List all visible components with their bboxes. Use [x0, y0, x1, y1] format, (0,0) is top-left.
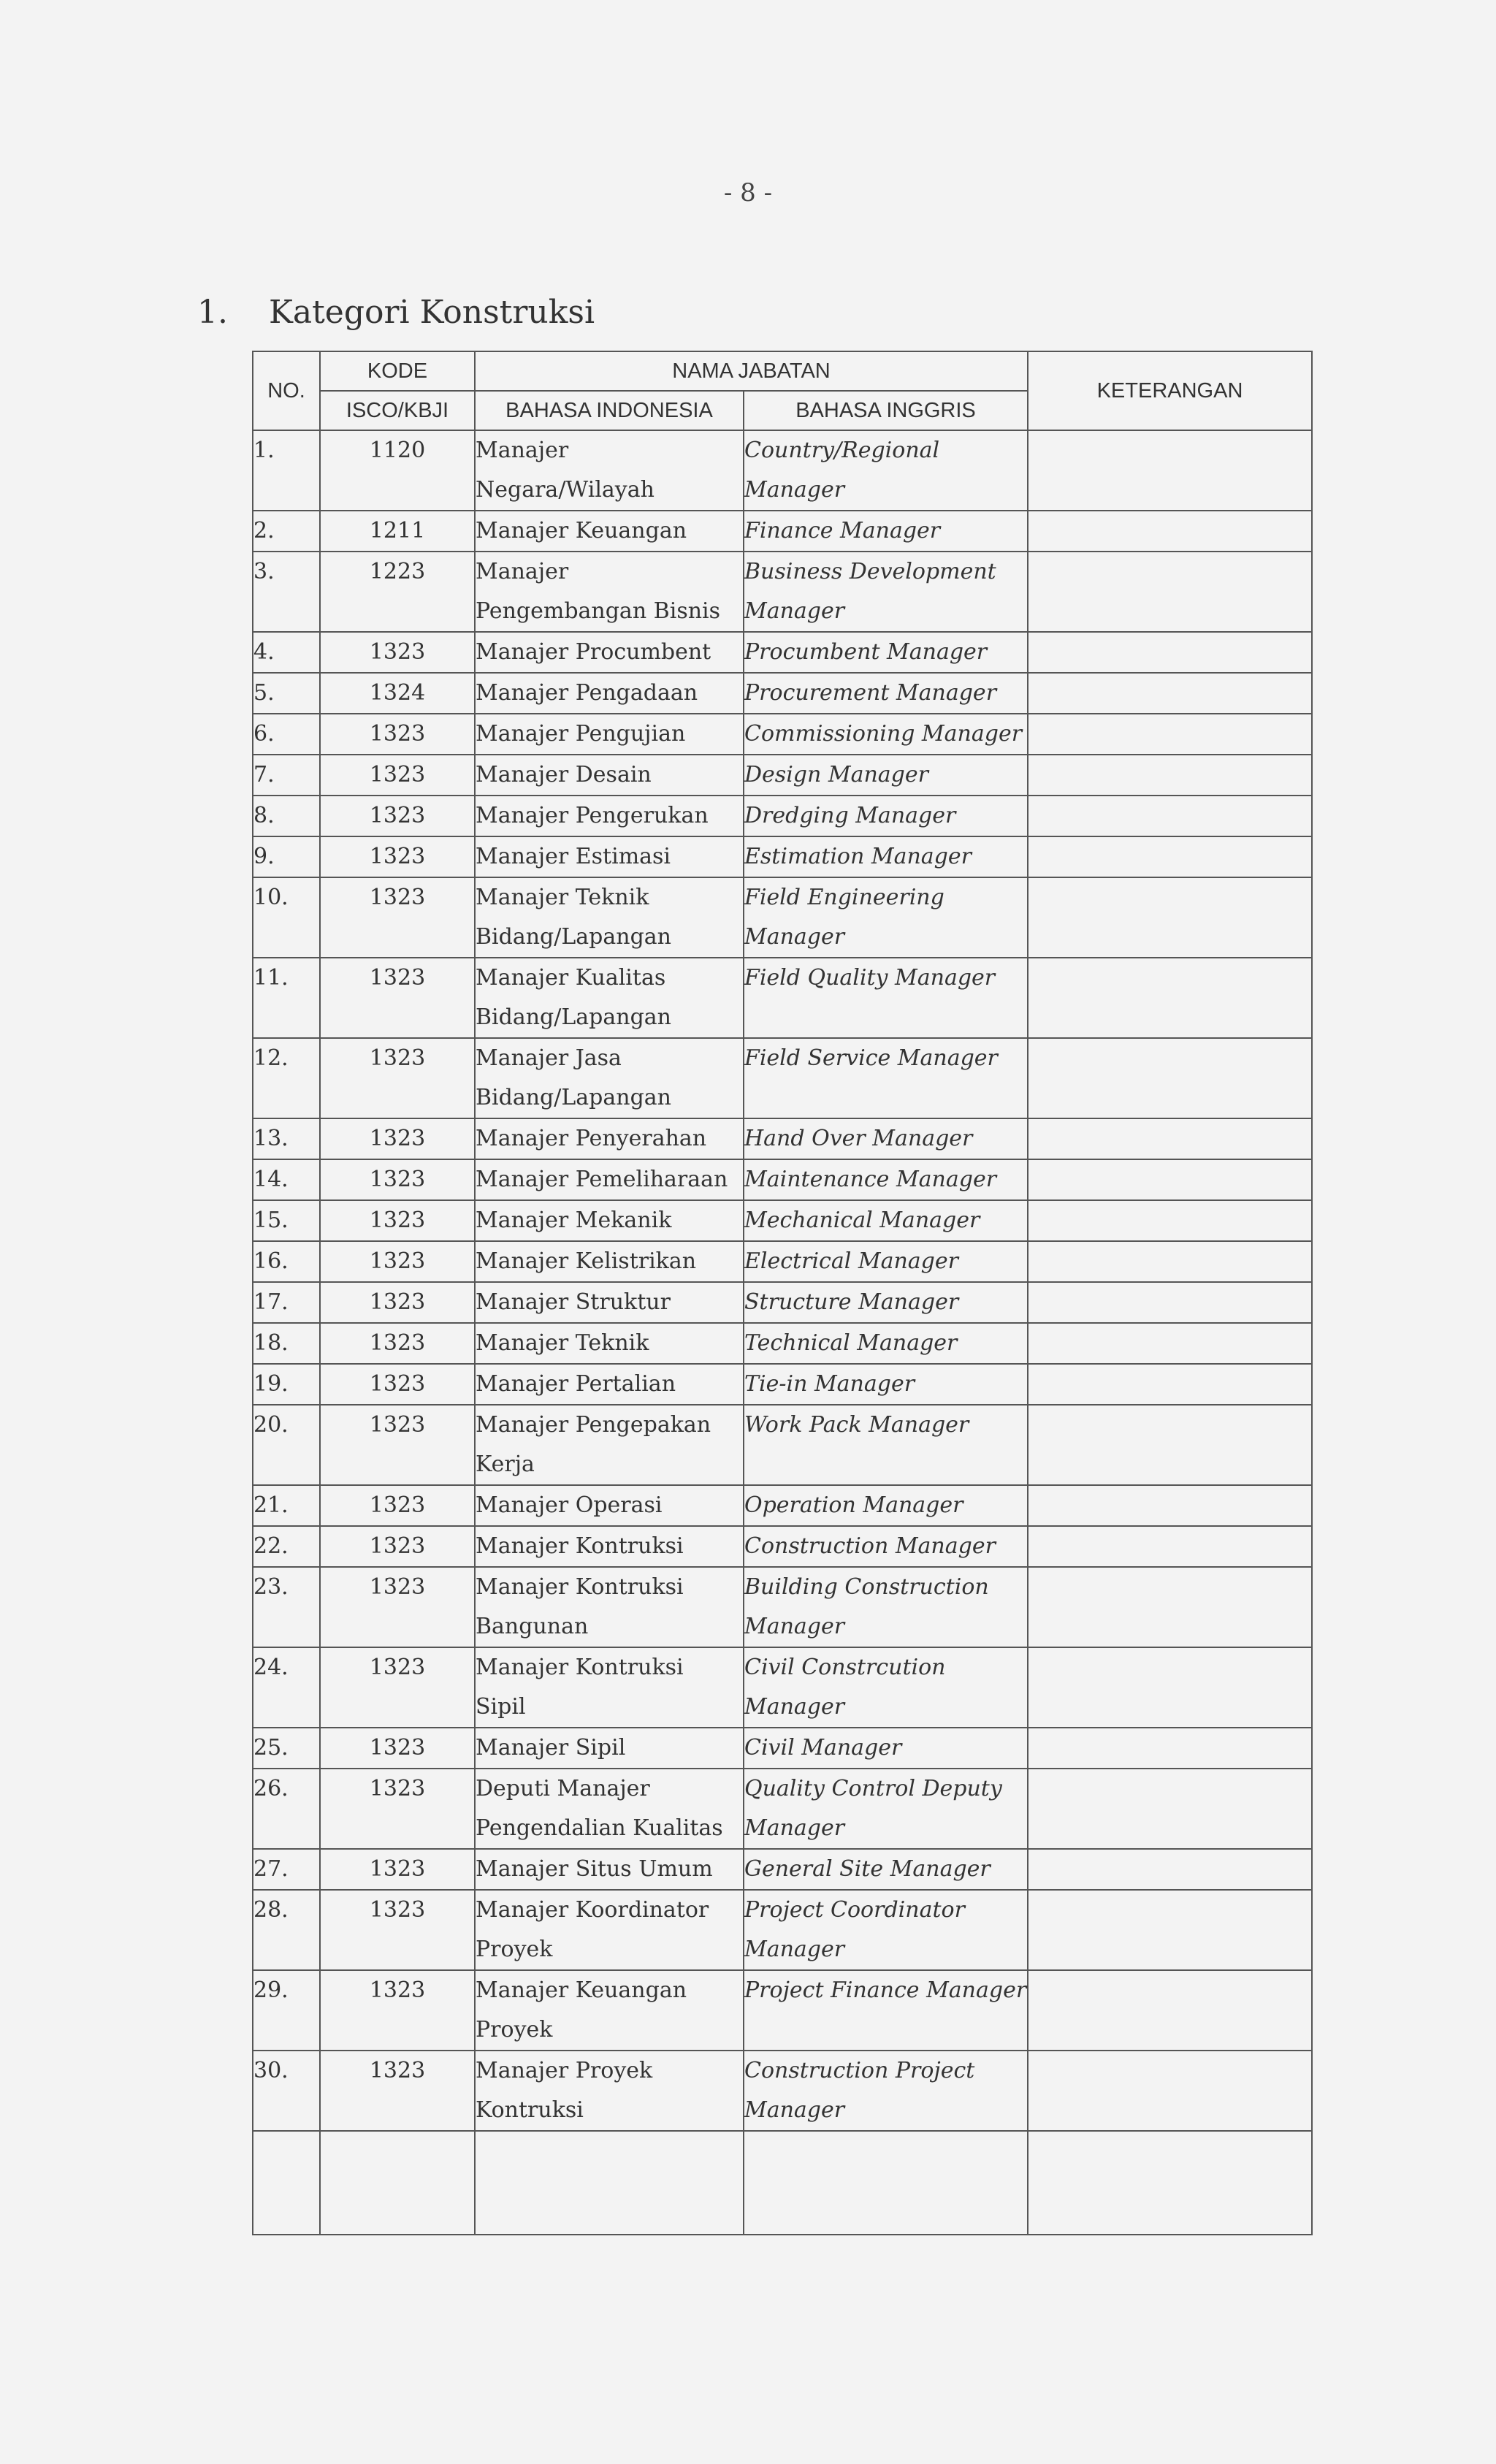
row-number: 26. [253, 1769, 320, 1849]
row-number: 16. [253, 1241, 320, 1282]
row-code: 1211 [320, 511, 475, 552]
row-title-indonesian [475, 877, 744, 958]
title-indonesian-line: Manajer Teknik [476, 1330, 649, 1356]
row-code: 1323 [320, 796, 475, 836]
row-title-indonesian [475, 1323, 744, 1364]
table-row [253, 632, 1312, 673]
table-row [253, 796, 1312, 836]
table-row [253, 1405, 1312, 1485]
title-indonesian-line: Sipil [476, 1694, 526, 1720]
row-remarks [1028, 1241, 1312, 1282]
title-english-line: Estimation Manager [744, 844, 972, 869]
table-row [253, 1323, 1312, 1364]
row-number: 18. [253, 1323, 320, 1364]
table-row [253, 836, 1312, 877]
table-row [253, 1241, 1312, 1282]
row-number: 1. [253, 430, 320, 511]
row-remarks [1028, 796, 1312, 836]
row-remarks [1028, 1405, 1312, 1485]
title-indonesian-line: Manajer Teknik [476, 885, 649, 910]
row-title-english [744, 1728, 1028, 1769]
title-indonesian-line: Manajer Operasi [476, 1492, 663, 1518]
title-indonesian-line: Manajer Situs Umum [476, 1856, 713, 1882]
title-indonesian-line: Manajer [476, 438, 569, 463]
row-number: 7. [253, 755, 320, 796]
table-row [253, 1038, 1312, 1118]
row-title-indonesian [475, 1526, 744, 1567]
row-code: 1323 [320, 1405, 475, 1485]
row-title-indonesian [475, 632, 744, 673]
row-remarks [1028, 1038, 1312, 1118]
row-number: 2. [253, 511, 320, 552]
row-number: 27. [253, 1849, 320, 1890]
row-number: 24. [253, 1647, 320, 1728]
row-number: 28. [253, 1890, 320, 1970]
header-bahasa-indonesia: BAHASA INDONESIA [475, 391, 744, 430]
row-number: 25. [253, 1728, 320, 1769]
row-title-english [744, 714, 1028, 755]
row-title-indonesian [475, 1647, 744, 1728]
row-code: 1323 [320, 1159, 475, 1200]
section-number: 1. [197, 294, 228, 331]
row-number: 5. [253, 673, 320, 714]
title-english-line: Building Construction [744, 1574, 989, 1600]
row-code: 1323 [320, 1485, 475, 1526]
row-code: 1323 [320, 1567, 475, 1647]
title-english-line: Field Quality Manager [744, 965, 996, 991]
row-title-english [744, 1118, 1028, 1159]
title-indonesian-line: Manajer [476, 559, 569, 584]
row-title-english [744, 2051, 1028, 2131]
row-title-english [744, 1970, 1028, 2051]
row-title-indonesian [475, 714, 744, 755]
table-row [253, 1118, 1312, 1159]
row-number: 14. [253, 1159, 320, 1200]
row-code: 1323 [320, 1364, 475, 1405]
table-row [253, 714, 1312, 755]
row-title-english [744, 958, 1028, 1038]
row-title-english [744, 796, 1028, 836]
title-english-line: Manager [744, 2097, 845, 2123]
row-number: 4. [253, 632, 320, 673]
title-english-line: Design Manager [744, 762, 928, 787]
title-indonesian-line: Bidang/Lapangan [476, 924, 671, 950]
table-row [253, 1970, 1312, 2051]
row-title-english [744, 430, 1028, 511]
title-english-line: Field Service Manager [744, 1045, 998, 1071]
row-remarks [1028, 1118, 1312, 1159]
title-english-line: Tie-in Manager [744, 1371, 915, 1397]
title-indonesian-line: Manajer Mekanik [476, 1208, 672, 1233]
row-remarks [1028, 1728, 1312, 1769]
title-indonesian-line: Manajer Pertalian [476, 1371, 676, 1397]
row-title-indonesian [475, 1728, 744, 1769]
row-code: 1323 [320, 1282, 475, 1323]
title-indonesian-line: Manajer Penyerahan [476, 1126, 707, 1151]
job-title-table [252, 351, 1313, 2235]
row-title-english [744, 1038, 1028, 1118]
title-english-line: Manager [744, 1937, 845, 1962]
row-remarks [1028, 1890, 1312, 1970]
row-number: 20. [253, 1405, 320, 1485]
empty-cell [744, 2131, 1028, 2235]
row-code: 1323 [320, 1241, 475, 1282]
row-code: 1323 [320, 755, 475, 796]
row-code: 1323 [320, 1038, 475, 1118]
title-indonesian-line: Manajer Kontruksi [476, 1533, 684, 1559]
row-title-indonesian [475, 552, 744, 632]
row-title-english [744, 877, 1028, 958]
row-title-indonesian [475, 958, 744, 1038]
title-indonesian-line: Bidang/Lapangan [476, 1085, 671, 1110]
row-title-english [744, 1200, 1028, 1241]
title-indonesian-line: Manajer Kontruksi [476, 1574, 684, 1600]
row-title-english [744, 1364, 1028, 1405]
title-indonesian-line: Manajer Pengerukan [476, 803, 709, 828]
title-english-line: Hand Over Manager [744, 1126, 973, 1151]
row-remarks [1028, 1567, 1312, 1647]
row-remarks [1028, 714, 1312, 755]
row-number: 30. [253, 2051, 320, 2131]
table-row [253, 1282, 1312, 1323]
header-bahasa-inggris: BAHASA INGGRIS [744, 391, 1028, 430]
title-english-line: Operation Manager [744, 1492, 963, 1518]
row-code: 1323 [320, 958, 475, 1038]
row-code: 1323 [320, 1849, 475, 1890]
row-title-english [744, 673, 1028, 714]
row-title-indonesian [475, 755, 744, 796]
row-title-indonesian [475, 511, 744, 552]
table-row [253, 1526, 1312, 1567]
table-row [253, 1849, 1312, 1890]
row-title-indonesian [475, 1118, 744, 1159]
row-remarks [1028, 958, 1312, 1038]
table-row [253, 1769, 1312, 1849]
row-title-english [744, 755, 1028, 796]
row-title-english [744, 1405, 1028, 1485]
row-remarks [1028, 511, 1312, 552]
table-row [253, 673, 1312, 714]
row-code: 1324 [320, 673, 475, 714]
row-remarks [1028, 1323, 1312, 1364]
title-english-line: Technical Manager [744, 1330, 958, 1356]
row-remarks [1028, 1200, 1312, 1241]
row-remarks [1028, 1526, 1312, 1567]
row-title-indonesian [475, 1769, 744, 1849]
title-english-line: Business Development [744, 559, 996, 584]
title-indonesian-line: Manajer Jasa [476, 1045, 622, 1071]
row-remarks [1028, 1364, 1312, 1405]
row-number: 22. [253, 1526, 320, 1567]
row-title-english [744, 1282, 1028, 1323]
row-number: 12. [253, 1038, 320, 1118]
title-indonesian-line: Manajer Procumbent [476, 639, 711, 665]
title-english-line: Commissioning Manager [744, 721, 1023, 747]
title-indonesian-line: Negara/Wilayah [476, 477, 654, 503]
row-remarks [1028, 1485, 1312, 1526]
row-title-indonesian [475, 1485, 744, 1526]
title-english-line: Manager [744, 924, 845, 950]
empty-cell [1028, 2131, 1312, 2235]
table-row [253, 1364, 1312, 1405]
row-title-indonesian [475, 1282, 744, 1323]
title-indonesian-line: Kontruksi [476, 2097, 584, 2123]
row-remarks [1028, 1159, 1312, 1200]
table-row [253, 1200, 1312, 1241]
title-indonesian-line: Manajer Keuangan [476, 1977, 687, 2003]
row-remarks [1028, 1769, 1312, 1849]
row-title-indonesian [475, 2051, 744, 2131]
row-title-indonesian [475, 1849, 744, 1890]
row-code: 1323 [320, 836, 475, 877]
table-row [253, 2051, 1312, 2131]
row-code: 1323 [320, 1323, 475, 1364]
page-number: - 8 - [723, 178, 773, 207]
row-title-english [744, 552, 1028, 632]
table-row [253, 1159, 1312, 1200]
row-title-indonesian [475, 430, 744, 511]
row-title-english [744, 1159, 1028, 1200]
row-title-english [744, 1526, 1028, 1567]
row-code: 1323 [320, 1890, 475, 1970]
row-number: 9. [253, 836, 320, 877]
table-row [253, 755, 1312, 796]
title-english-line: Project Finance Manager [744, 1977, 1027, 2003]
row-number: 17. [253, 1282, 320, 1323]
table-row [253, 511, 1312, 552]
title-indonesian-line: Manajer Kualitas [476, 965, 666, 991]
header-isco-kbji: ISCO/KBJI [320, 391, 475, 430]
title-english-line: Procurement Manager [744, 680, 997, 706]
title-indonesian-line: Manajer Koordinator [476, 1897, 709, 1923]
title-english-line: Electrical Manager [744, 1248, 958, 1274]
row-code: 1323 [320, 1118, 475, 1159]
row-code: 1323 [320, 877, 475, 958]
row-number: 13. [253, 1118, 320, 1159]
title-indonesian-line: Deputi Manajer [476, 1776, 650, 1801]
title-english-line: General Site Manager [744, 1856, 991, 1882]
row-number: 6. [253, 714, 320, 755]
row-remarks [1028, 877, 1312, 958]
title-indonesian-line: Manajer Kelistrikan [476, 1248, 697, 1274]
title-indonesian-line: Manajer Pengujian [476, 721, 686, 747]
row-remarks [1028, 1970, 1312, 2051]
title-indonesian-line: Manajer Struktur [476, 1289, 671, 1315]
row-remarks [1028, 673, 1312, 714]
title-english-line: Procumbent Manager [744, 639, 988, 665]
row-code: 1323 [320, 714, 475, 755]
title-english-line: Work Pack Manager [744, 1412, 969, 1438]
row-code: 1223 [320, 552, 475, 632]
row-code: 1323 [320, 1970, 475, 2051]
title-indonesian-line: Bidang/Lapangan [476, 1004, 671, 1030]
row-number: 15. [253, 1200, 320, 1241]
row-title-english [744, 1849, 1028, 1890]
empty-cell [253, 2131, 320, 2235]
title-english-line: Quality Control Deputy [744, 1776, 1002, 1801]
title-english-line: Manager [744, 1614, 845, 1639]
row-code: 1323 [320, 1526, 475, 1567]
row-number: 19. [253, 1364, 320, 1405]
title-english-line: Civil Constrcution [744, 1655, 946, 1680]
title-indonesian-line: Manajer Pengadaan [476, 680, 698, 706]
table-row [253, 1728, 1312, 1769]
row-code: 1323 [320, 2051, 475, 2131]
title-english-line: Manager [744, 598, 845, 624]
row-code: 1323 [320, 1200, 475, 1241]
title-indonesian-line: Manajer Estimasi [476, 844, 671, 869]
title-english-line: Structure Manager [744, 1289, 959, 1315]
empty-cell [320, 2131, 475, 2235]
row-title-english [744, 1485, 1028, 1526]
table-row [253, 1567, 1312, 1647]
row-code: 1323 [320, 632, 475, 673]
title-indonesian-line: Proyek [476, 1937, 553, 1962]
row-remarks [1028, 430, 1312, 511]
row-title-indonesian [475, 1364, 744, 1405]
title-indonesian-line: Manajer Pengepakan [476, 1412, 711, 1438]
row-title-indonesian [475, 1241, 744, 1282]
row-number: 8. [253, 796, 320, 836]
title-indonesian-line: Manajer Keuangan [476, 518, 687, 543]
title-english-line: Manager [744, 477, 845, 503]
title-indonesian-line: Kerja [476, 1452, 535, 1477]
title-english-line: Field Engineering [744, 885, 944, 910]
row-title-english [744, 511, 1028, 552]
title-english-line: Finance Manager [744, 518, 941, 543]
row-title-indonesian [475, 1200, 744, 1241]
title-indonesian-line: Pengendalian Kualitas [476, 1815, 723, 1841]
title-english-line: Construction Manager [744, 1533, 996, 1559]
title-english-line: Construction Project [744, 2058, 975, 2083]
table-empty-row [253, 2131, 1312, 2235]
table-row [253, 1890, 1312, 1970]
title-english-line: Civil Manager [744, 1735, 902, 1761]
empty-cell [475, 2131, 744, 2235]
row-code: 1323 [320, 1647, 475, 1728]
row-remarks [1028, 1282, 1312, 1323]
row-title-english [744, 836, 1028, 877]
row-number: 11. [253, 958, 320, 1038]
row-title-english [744, 1323, 1028, 1364]
header-kode: KODE [320, 351, 475, 391]
row-remarks [1028, 836, 1312, 877]
row-title-english [744, 1769, 1028, 1849]
table-row [253, 877, 1312, 958]
section-heading [197, 294, 595, 331]
row-remarks [1028, 632, 1312, 673]
row-title-indonesian [475, 836, 744, 877]
row-remarks [1028, 1647, 1312, 1728]
title-english-line: Manager [744, 1815, 845, 1841]
row-remarks [1028, 2051, 1312, 2131]
row-remarks [1028, 755, 1312, 796]
table-body [253, 430, 1312, 2235]
row-code: 1323 [320, 1769, 475, 1849]
title-indonesian-line: Manajer Desain [476, 762, 652, 787]
table-row [253, 1485, 1312, 1526]
row-title-indonesian [475, 1970, 744, 2051]
row-title-english [744, 632, 1028, 673]
title-english-line: Dredging Manager [744, 803, 956, 828]
row-remarks [1028, 552, 1312, 632]
title-english-line: Country/Regional [744, 438, 940, 463]
table-row [253, 1647, 1312, 1728]
row-title-indonesian [475, 673, 744, 714]
table-row [253, 958, 1312, 1038]
row-remarks [1028, 1849, 1312, 1890]
header-nama-jabatan: NAMA JABATAN [475, 351, 1028, 391]
row-title-english [744, 1890, 1028, 1970]
row-title-indonesian [475, 1159, 744, 1200]
row-title-indonesian [475, 1567, 744, 1647]
row-title-indonesian [475, 1405, 744, 1485]
title-english-line: Mechanical Manager [744, 1208, 980, 1233]
title-english-line: Project Coordinator [744, 1897, 965, 1923]
row-title-english [744, 1647, 1028, 1728]
row-code: 1323 [320, 1728, 475, 1769]
row-title-english [744, 1567, 1028, 1647]
title-english-line: Manager [744, 1694, 845, 1720]
row-title-indonesian [475, 1038, 744, 1118]
section-title: Kategori Konstruksi [269, 294, 595, 331]
table-row [253, 430, 1312, 511]
title-indonesian-line: Manajer Proyek [476, 2058, 653, 2083]
row-title-indonesian [475, 796, 744, 836]
row-code: 1120 [320, 430, 475, 511]
header-no: NO. [253, 351, 320, 430]
row-title-indonesian [475, 1890, 744, 1970]
row-number: 21. [253, 1485, 320, 1526]
title-indonesian-line: Pengembangan Bisnis [476, 598, 721, 624]
row-number: 23. [253, 1567, 320, 1647]
title-indonesian-line: Bangunan [476, 1614, 589, 1639]
title-english-line: Maintenance Manager [744, 1167, 997, 1192]
title-indonesian-line: Proyek [476, 2017, 553, 2042]
row-number: 29. [253, 1970, 320, 2051]
title-indonesian-line: Manajer Kontruksi [476, 1655, 684, 1680]
title-indonesian-line: Manajer Sipil [476, 1735, 626, 1761]
row-number: 10. [253, 877, 320, 958]
table-row [253, 552, 1312, 632]
row-number: 3. [253, 552, 320, 632]
header-keterangan: KETERANGAN [1028, 351, 1312, 430]
title-indonesian-line: Manajer Pemeliharaan [476, 1167, 728, 1192]
row-title-english [744, 1241, 1028, 1282]
